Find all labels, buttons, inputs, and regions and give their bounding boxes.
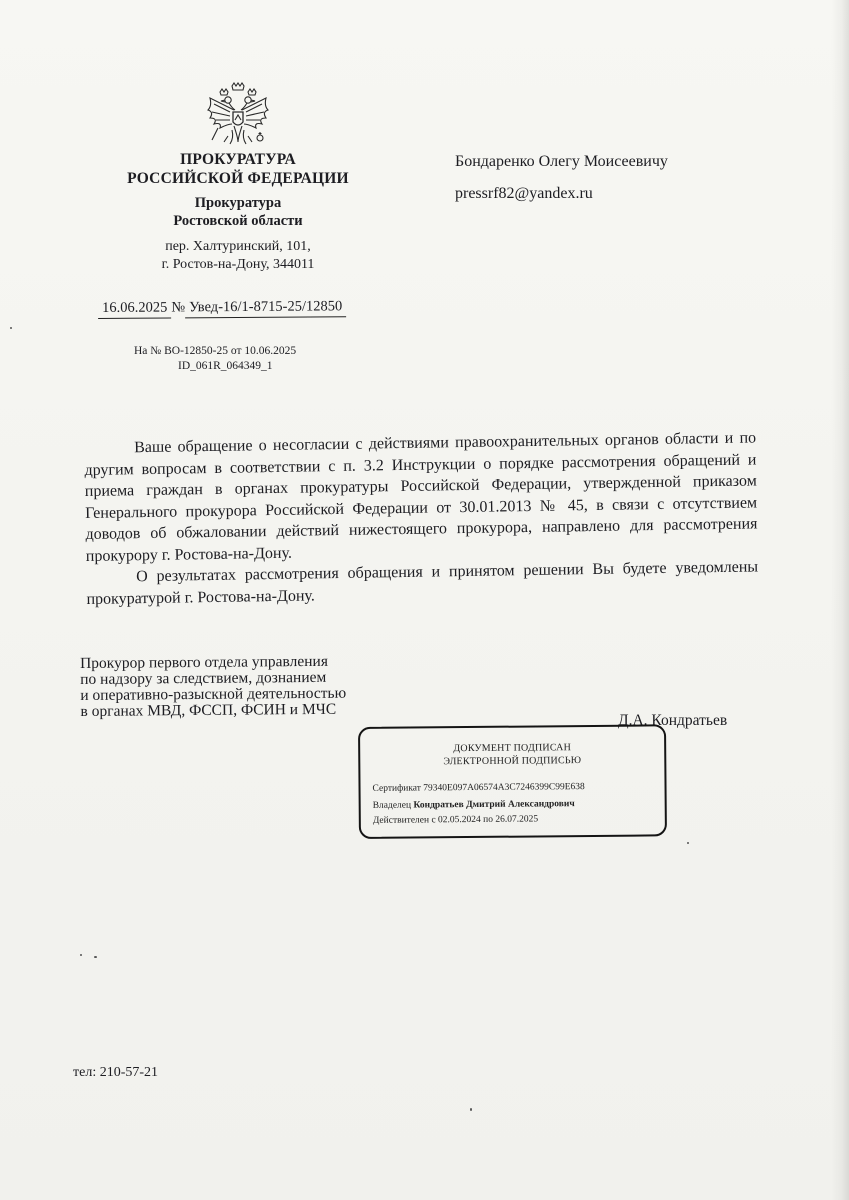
- stamp-certificate: [372, 782, 584, 794]
- body-paragraph: Ваше обращение о несогласии с действиями правоохранительных органов области и по другим вопросам в соответствии с п. 3.2 Инструкции о порядке рассмотрения обращений и приема граждан в органах прокуратуры Российской Федерации, утвержденной приказом Генерального прокурора Российской Федерации от 30.01.2013 № 45, в связи с отсутствием доводов об обжаловании действий нижестоящего прокурора, направлено для рассмотрения прокурору г. Ростова-на-Дону.: [84, 429, 758, 565]
- stamp-title-line2: ЭЛЕКТРОННОЙ ПОДПИСЬЮ: [443, 755, 582, 768]
- organization-address: [84, 238, 392, 274]
- valid-from: 02.05.2024: [437, 814, 481, 826]
- coat-of-arms-emblem-icon: [204, 82, 272, 148]
- organization-name: [84, 150, 392, 188]
- stamp-owner: [373, 799, 575, 811]
- department-name-line2: Ростовской области: [173, 213, 303, 229]
- electronic-signature-stamp: [358, 724, 667, 839]
- signer-position-line1: Прокурор первого отдела управления: [79, 652, 328, 672]
- paper-edge-shadow: [831, 0, 849, 1200]
- valid-to-label: по: [483, 814, 494, 825]
- letter-body: [84, 427, 759, 610]
- certificate-value: 79340E097A06574A3C7246399C99E638: [423, 782, 585, 794]
- reference-id: ID_061R_064349_1: [178, 360, 273, 372]
- registration-number-sign: №: [171, 299, 186, 316]
- registration-line: [98, 298, 346, 319]
- reference-number: На № ВО-12850-25 от 10.06.2025: [134, 345, 297, 357]
- scan-speck: [687, 842, 689, 844]
- registration-number: Увед-16/1-8715-25/12850: [185, 298, 346, 318]
- address-line2: г. Ростов-на-Дону, 344011: [161, 257, 315, 272]
- phone-number: тел: 210-57-21: [73, 1065, 159, 1080]
- signer-position-line2: по надзору за следствием, дознанием: [80, 668, 327, 688]
- valid-to: 26.07.2025: [495, 814, 539, 825]
- scan-speck: [10, 327, 12, 329]
- signer-name: Д.А. Кондратьев: [618, 712, 728, 729]
- valid-label: Действителен: [372, 815, 430, 826]
- signer-position-line3: и оперативно-разыскной деятельностью: [80, 684, 347, 704]
- registration-date: 16.06.2025: [98, 299, 171, 319]
- certificate-label: Сертификат: [372, 783, 421, 794]
- recipient-email: pressrf82@yandex.ru: [455, 185, 593, 202]
- valid-from-label: с: [431, 815, 436, 826]
- scan-speck: [94, 956, 97, 958]
- signer-position-line4: в органах МВД, ФССП, ФСИН и МЧС: [80, 700, 337, 720]
- organization-name-line1: ПРОКУРАТУРА: [180, 151, 296, 168]
- body-paragraph: О результатах рассмотрения обращения и принятом решении Вы будете уведомлены прокуратурой г. Ростова-на-Дону.: [86, 558, 759, 608]
- stamp-validity: [373, 814, 538, 825]
- recipient-name: Бондаренко Олегу Моисеевичу: [455, 153, 668, 170]
- organization-name-line2: РОССИЙСКОЙ ФЕДЕРАЦИИ: [127, 170, 349, 187]
- stamp-title-line1: ДОКУМЕНТ ПОДПИСАН: [453, 742, 572, 755]
- owner-label: Владелец: [372, 800, 412, 811]
- signer-position: [80, 653, 411, 720]
- scan-speck: [470, 1108, 472, 1111]
- department-name-line1: Прокуратура: [194, 195, 282, 211]
- department-name: [84, 194, 392, 230]
- owner-value: Кондратьев Дмитрий Александрович: [413, 799, 575, 811]
- address-line1: пер. Халтуринский, 101,: [165, 239, 311, 254]
- stamp-title: [360, 740, 664, 769]
- scan-speck: [80, 954, 82, 956]
